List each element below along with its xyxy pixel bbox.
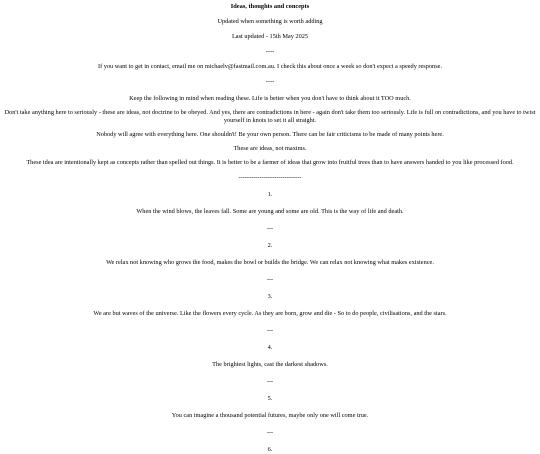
idea-number: 4.: [267, 344, 273, 351]
section-divider: ------------------------------: [238, 174, 302, 181]
idea-text: We relax not knowing who grows the food, makes the bowl or builds the bridge. We can relax not knowing what makes existence.: [106, 259, 434, 266]
idea-number: 1.: [267, 191, 273, 198]
idea-text: The brightest lights, cast the darkest shadows.: [212, 361, 328, 368]
last-updated: Last updated - 15th May 2025: [231, 33, 309, 40]
intro-paragraph: Nobody will agree with everything here. One shouldn't! Be your own person. There can be fair criticisms to be made of many points here.: [96, 131, 444, 138]
idea-divider: ---: [266, 327, 274, 334]
intro-paragraph: These idea are intentionally kept as concepts rather than spelled out things. It is better to be a farmer of ideas that grow into fruitful trees than to have answers handed to you like processed food.: [26, 159, 514, 166]
email-link[interactable]: michaelv@fastmail.com.au: [204, 63, 274, 70]
idea-number: 6.: [267, 446, 273, 453]
idea-divider: ---: [266, 378, 274, 385]
idea-divider: ---: [266, 225, 274, 232]
idea-divider: ---: [266, 276, 274, 283]
intro-paragraph: These are ideas, not maxims.: [233, 145, 307, 152]
contact-line: [0, 63, 540, 71]
idea-list: [0, 191, 540, 454]
contact-text-after: . I check this about once a week so don't expect a speedy response.: [273, 63, 443, 70]
idea-number: 3.: [267, 293, 273, 300]
idea-number: 2.: [267, 242, 273, 249]
idea-text: We are but waves of the universe. Like the flowers every cycle. As they are born, grow and die - So to do people, civilisations, and the stars.: [93, 310, 447, 317]
page-title: Ideas, thoughts and concepts: [230, 3, 310, 10]
page-subtitle: Updated when something is worth adding: [217, 18, 323, 25]
intro-paragraph: Don't take anything here to seriously - these are ideas, not doctrine to be obeyed. And yes, there are contradictions in here - again don't take them too seriously. Life is full on contradictions, and you have to twist yourself in knots to set it all straight.: [4, 109, 536, 124]
contact-text-before: If you want to get in contact, email me on: [97, 63, 205, 70]
divider: ----: [265, 78, 275, 85]
idea-text: You can imagine a thousand potential futures, maybe only one will come true.: [171, 412, 369, 419]
idea-number: 5.: [267, 395, 273, 402]
idea-divider: ---: [266, 429, 274, 436]
intro-paragraph: Keep the following in mind when reading these. Life is better when you don't have to think about it TOO much.: [129, 95, 411, 102]
divider: ----: [265, 48, 275, 55]
idea-text: When the wind blows, the leaves fall. Some are young and some are old. This is the way of life and death.: [136, 208, 404, 215]
